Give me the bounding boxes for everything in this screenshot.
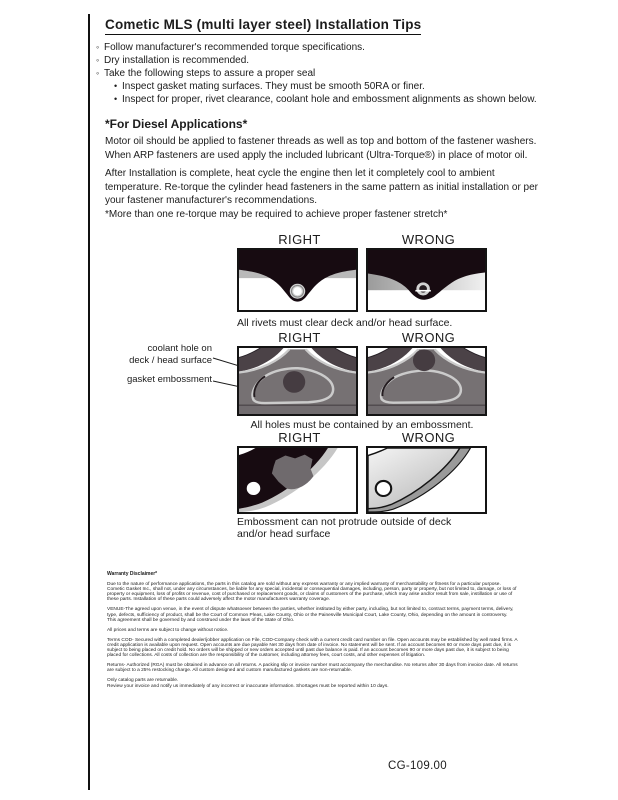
tip-item bbox=[96, 41, 566, 54]
row3-caption: Embossment can not protrude outside of deck and/or head surface bbox=[237, 516, 452, 540]
row2-wrong-label: WRONG bbox=[401, 330, 456, 345]
diagram-protrude-wrong bbox=[366, 446, 487, 514]
diesel-heading: *For Diesel Applications* bbox=[105, 117, 248, 131]
tip-text: Inspect gasket mating surfaces. They must be smooth 50RA or finer. bbox=[122, 81, 425, 92]
diagram-rivet-right bbox=[237, 248, 358, 312]
retorque-note: *More than one re-torque may be required to achieve proper fastener stretch* bbox=[105, 209, 448, 220]
disclaimer-heading: Warranty Disclaimer* bbox=[107, 571, 158, 577]
page-title: Cometic MLS (multi layer steel) Installation Tips bbox=[105, 17, 421, 35]
row1-wrong-label: WRONG bbox=[401, 232, 456, 247]
diagram-protrude-right bbox=[237, 446, 358, 514]
bolt-hole-icon bbox=[376, 481, 391, 496]
page-code: CG-109.00 bbox=[388, 760, 447, 772]
diesel-paragraph-1: Motor oil should be applied to fastener threads as well as top and bottom of the fastener washers. When ARP fasteners are used apply the included lubricant (Ultra-Torque®) in place of motor oil. bbox=[105, 136, 537, 161]
disclaimer-paragraph: Returns- Authorized (RGA) must be obtained in advance on all returns. A packing slip or invoice number must accompany the merchandise. No returns after 30 days from invoice date. All returns are subject to a 25% restocking charge. All custom designed and custom manufactured gaskets are non-returnable. bbox=[107, 663, 518, 674]
coolant-hole-icon bbox=[413, 349, 435, 371]
embossment-wrong-art bbox=[368, 348, 485, 414]
bullet-icon: ◦ bbox=[96, 42, 100, 52]
rivet-wrong-art bbox=[368, 250, 485, 310]
warranty-disclaimer: Warranty Disclaimer* Due to the nature of performance applications, the parts in this catalog are sold without any express warranty or any implied warranty of merchantability or fitness for a particular purpose. Cometic Gasket Inc., shall not, under any circumstances, be liable for any special, incidental or consequential damages, including, person, party or property, but not limited to, damage, or loss of property or equipment, loss of profits or revenue, cost of purchased or replacement goods, or claims of customers of the purchase, which may arise and/or result from sale, instillation or use of these parts. Installation of these parts could adversely affect the motor manufacturers warranty coverage. VENUE-The agreed upon venue, in the event of dispute whatsoever between the parties, whether instituted by either party, including, but not limited to, contract terms, payment terms, delivery, type, defects, sufficiency of product, shall be the Court of Common Pleas, Lake County, Ohio or the Painesville Municipal Court, Lake County, Ohio, depending on the amount in controversy. This agreement shall be governed by and construed under the laws of the State of Ohio. All prices and terms are subject to change without notice. Terms COD- Secured with a completed dealer/jobber application on File, COD-Company check with a current credit card number on file. Open accounts may be established by well rated firms. A credit application is available upon request. Open accounts are due payable Net 30 days from date of invoice. No statement will be sent. If an account becomes 60 or more days past due, it is subject to being placed on credit hold. No orders will be shipped or new orders accepted until past due balance is paid. If an account becomes 90 or more days past due, it is subject to being placed for collections. All costs of collection are the responsibility of the customer, including attorney fees, court costs, and other expenses of litigation. Returns- Authorized (RGA) must be obtained in advance on all returns. A packing slip or invoice number must accompany the merchandise. No returns after 30 days from invoice date. All returns are subject to a 25% restocking charge. All custom designed and custom manufactured gaskets are non-returnable. Only catalog parts are returnable. Review your invoice and notify us immediately of any incorrect or inaccurate information. Shortages must be reported within 10 days. bbox=[107, 571, 518, 689]
diagram-embossment-wrong bbox=[366, 346, 487, 416]
tip-sub-item bbox=[96, 80, 566, 93]
bullet-icon: • bbox=[114, 94, 118, 104]
bolt-hole-icon bbox=[247, 482, 261, 495]
rivet-right-art bbox=[239, 250, 356, 310]
row2-caption: All holes must be contained by an embossment. bbox=[250, 419, 474, 431]
bullet-icon: • bbox=[114, 81, 118, 91]
row1-right-label: RIGHT bbox=[278, 232, 321, 247]
tip-item bbox=[96, 67, 566, 80]
tip-text: Take the following steps to assure a proper seal bbox=[104, 68, 316, 79]
disclaimer-paragraph: All prices and terms are subject to change without notice. bbox=[107, 627, 229, 633]
bullet-icon: ◦ bbox=[96, 55, 100, 65]
tip-item bbox=[96, 54, 566, 67]
tips-list bbox=[96, 41, 566, 106]
disclaimer-paragraph: Terms COD- Secured with a completed dealer/jobber application on File, COD-Company check with a current credit card number on file. Open accounts may be established by well rated firms. A credit application is available upon request. Open accounts are due payable Net 30 days from date of invoice. No statement will be sent. If an account becomes 60 or more days past due, it is subject to being placed on credit hold. No orders will be shipped or new orders accepted until past due balance is paid. If an account becomes 90 or more days past due, it is subject to being placed for collections. All costs of collection are the responsibility of the customer, including attorney fees, court costs, and other expenses of litigation. bbox=[107, 637, 518, 659]
embossment-right-art bbox=[239, 348, 356, 414]
diagram-rivet-wrong bbox=[366, 248, 487, 312]
tip-text: Dry installation is recommended. bbox=[104, 55, 250, 66]
bullet-icon: ◦ bbox=[96, 68, 100, 78]
left-rule bbox=[88, 14, 90, 790]
tip-text: Inspect for proper, rivet clearance, coolant hole and embossment alignments as shown below. bbox=[122, 94, 537, 105]
diesel-paragraph-2: After Installation is complete, heat cycle the engine then let it completely cool to ambient temperature. Re-torque the cylinder head fasteners in the same pattern as initial installation or per your fastener manufacturer's recommendations. bbox=[105, 168, 539, 206]
row3-wrong-label: WRONG bbox=[401, 430, 456, 445]
coolant-hole-label: coolant hole on deck / head surface bbox=[129, 343, 212, 366]
coolant-hole-icon bbox=[283, 371, 305, 393]
diagram-embossment-right bbox=[237, 346, 358, 416]
row1-caption: All rivets must clear deck and/or head surface. bbox=[237, 317, 453, 329]
gasket-embossment-label: gasket embossment bbox=[126, 374, 212, 385]
row3-right-label: RIGHT bbox=[278, 430, 321, 445]
disclaimer-paragraph: Due to the nature of performance applications, the parts in this catalog are sold without any express warranty or any implied warranty of merchantability or fitness for a particular purpose. Cometic Gasket Inc., shall not, under any circumstances, be liable for any special, incidental or consequential damages, including, person, party or property, but not limited to, damage, or loss of property or equipment, loss of profits or revenue, cost of purchased or replacement goods, or claims of customers of the purchase, which may arise and/or result from sale, instillation or use of these parts. Installation of these parts could adversely affect the motor manufacturers warranty coverage. bbox=[107, 582, 517, 603]
protrude-right-art bbox=[239, 448, 356, 512]
tip-sub-item bbox=[96, 93, 566, 106]
protrude-wrong-art bbox=[368, 448, 485, 512]
tip-text: Follow manufacturer's recommended torque specifications. bbox=[104, 42, 365, 53]
row2-right-label: RIGHT bbox=[278, 330, 321, 345]
